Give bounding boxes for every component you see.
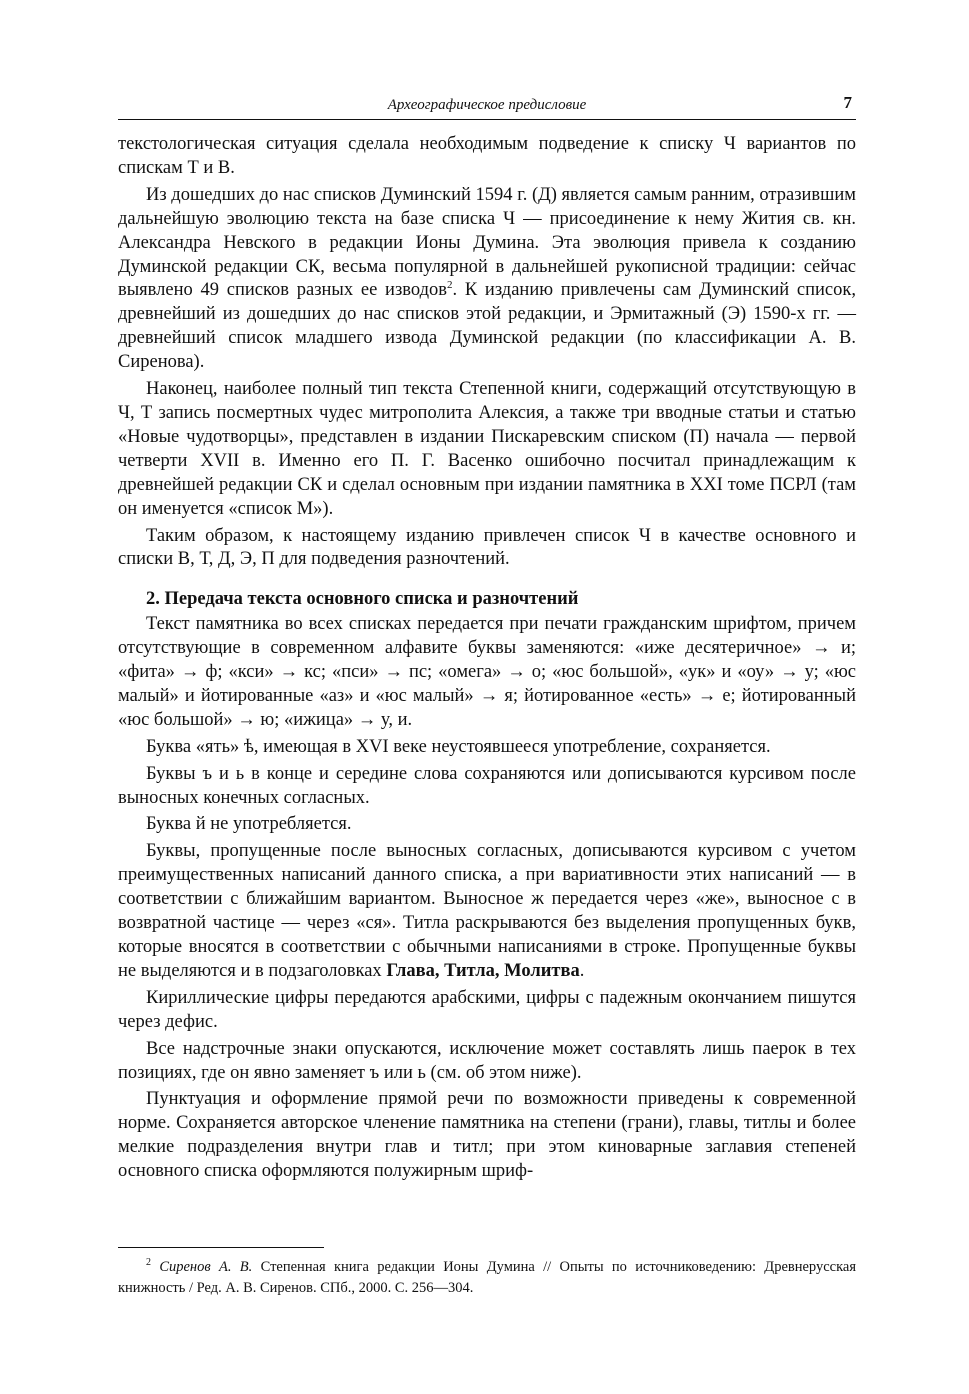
- paragraph-8: Буква й не употребляется.: [146, 814, 352, 835]
- paragraph-3: Наконец, наиболее полный тип текста Степенной книги, содержащий отсутствующую в Ч, Т запись посмертных чудес митрополита Алексия, а также три вводные статьи и статью «Новые чудотворцы», представлен в издании Пискаревским списком (П) начала — первой четверти XVII в. Именно его П. Г. Васенко ошибочно посчитал принадлежащим к древнейшей редакции СК и сделал основным при издании памятника в XXI томе ПСРЛ (там он именуется «список М»).: [118, 379, 856, 519]
- paragraph-2-text-b: . К изданию привлечены сам Думинский список, древнейший из дошедших до нас списков этой редакции, и Эрмитажный (Э) 1590-х гг. — древнейший список младшего извода Думинской редакции (по классификации А. В. Сиренова).: [118, 280, 856, 373]
- paragraph-1: текстологическая ситуация сделала необходимым подведение к списку Ч вариантов по спискам Т и В.: [118, 134, 856, 178]
- running-head: [118, 94, 856, 118]
- page-number: 7: [843, 93, 852, 112]
- paragraph-4: Таким образом, к настоящему изданию привлечен список Ч в качестве основного и списки В, Т, Д, Э, П для подведения разночтений.: [118, 525, 856, 570]
- footnote-text: Степенная книга редакции Ионы Думина // Опыты по источниковедению: Древнерусская книжность / Ред. А. В. Сиренов. СПб., 2000. С. 256—304.: [118, 1259, 857, 1296]
- paragraph-6: Буква «ять» ѣ, имеющая в XVI веке неустоявшееся употребление, сохраняется.: [146, 736, 771, 757]
- section-heading: 2. Передача текста основного списка и разночтений: [146, 589, 579, 610]
- paragraph-9-end: .: [579, 960, 585, 981]
- paragraph-2: [118, 184, 856, 375]
- paragraph-7: Буквы ъ и ь в конце и середине слова сохраняются или дописываются курсивом после выносных конечных согласных.: [118, 763, 856, 808]
- footnote-ref: 2: [446, 279, 453, 292]
- paragraph-11: Все надстрочные знаки опускаются, исключение может составлять лишь паерок в тех позициях, где он явно заменяет ъ или ь (см. об этом ниже).: [118, 1038, 856, 1083]
- header-rule: [118, 119, 856, 120]
- footnote: [118, 1257, 856, 1299]
- running-head-title: Археографическое предисловие: [387, 97, 587, 113]
- paragraph-2-text-a: Из дошедших до нас списков Думинский 1594 г. (Д) является самым ранним, отразившим дальнейшую эволюцию текста на базе списка Ч — присоединение к нему Жития св. кн. Александра Невского в редакции Ионы Думина. Эта эволюция привела к созданию Думинской редакции СК, весьма популярной в дальнейшей рукописной традиции: сейчас выявлено 49 списков разных ее изводов: [118, 184, 856, 301]
- body-text: [118, 133, 856, 1184]
- paragraph-5: Текст памятника во всех списках передается при печати гражданским шрифтом, причем отсутствующие в современном алфавите буквы заменяются: «иже десятеричное» → и; «фита» → ф; «кси» → кс; «пси» → пс; «омега» → о; «юс большой», «ук» и «оу» → у; «юс малый» и йотированные «аз» и «юс малый» → я; йотированное «есть» → е; йотированный «юс большой» → ю; «ижица» → у, и.: [118, 614, 856, 730]
- paragraph-12: Пунктуация и оформление прямой речи по возможности приведены к современной норме. Сохраняется авторское членение памятника на степени (грани), главы, титлы и более мелкие подразделения внутри глав и титл; при этом киноварные заглавия степеней основного списка оформляются полужирным шриф-: [118, 1089, 856, 1182]
- footnote-rule: [118, 1247, 324, 1248]
- footnote-author: Сиренов А. В.: [159, 1259, 253, 1275]
- paragraph-9-text: Буквы, пропущенные после выносных согласных, дописываются курсивом с учетом преимущественных написаний данного списка, а при вариативности этих написаний — в соответствии с ближайшим вариантом. Выносное ж передается через «же», выносное с в возвратной частице — через «ся». Титла раскрываются без выделения пропущенных букв, которые вносятся в соответствии с обычными написаниями в строке. Пропущенные буквы не выделяются и в подзаголовках: [118, 841, 856, 981]
- paragraph-9-bold-terms: Глава, Титла, Молитва: [386, 960, 580, 981]
- paragraph-9: [118, 840, 856, 983]
- footnote-marker: 2: [146, 1257, 151, 1269]
- paragraph-10: Кириллические цифры передаются арабскими, цифры с падежным окончанием пишутся через дефис.: [118, 987, 856, 1032]
